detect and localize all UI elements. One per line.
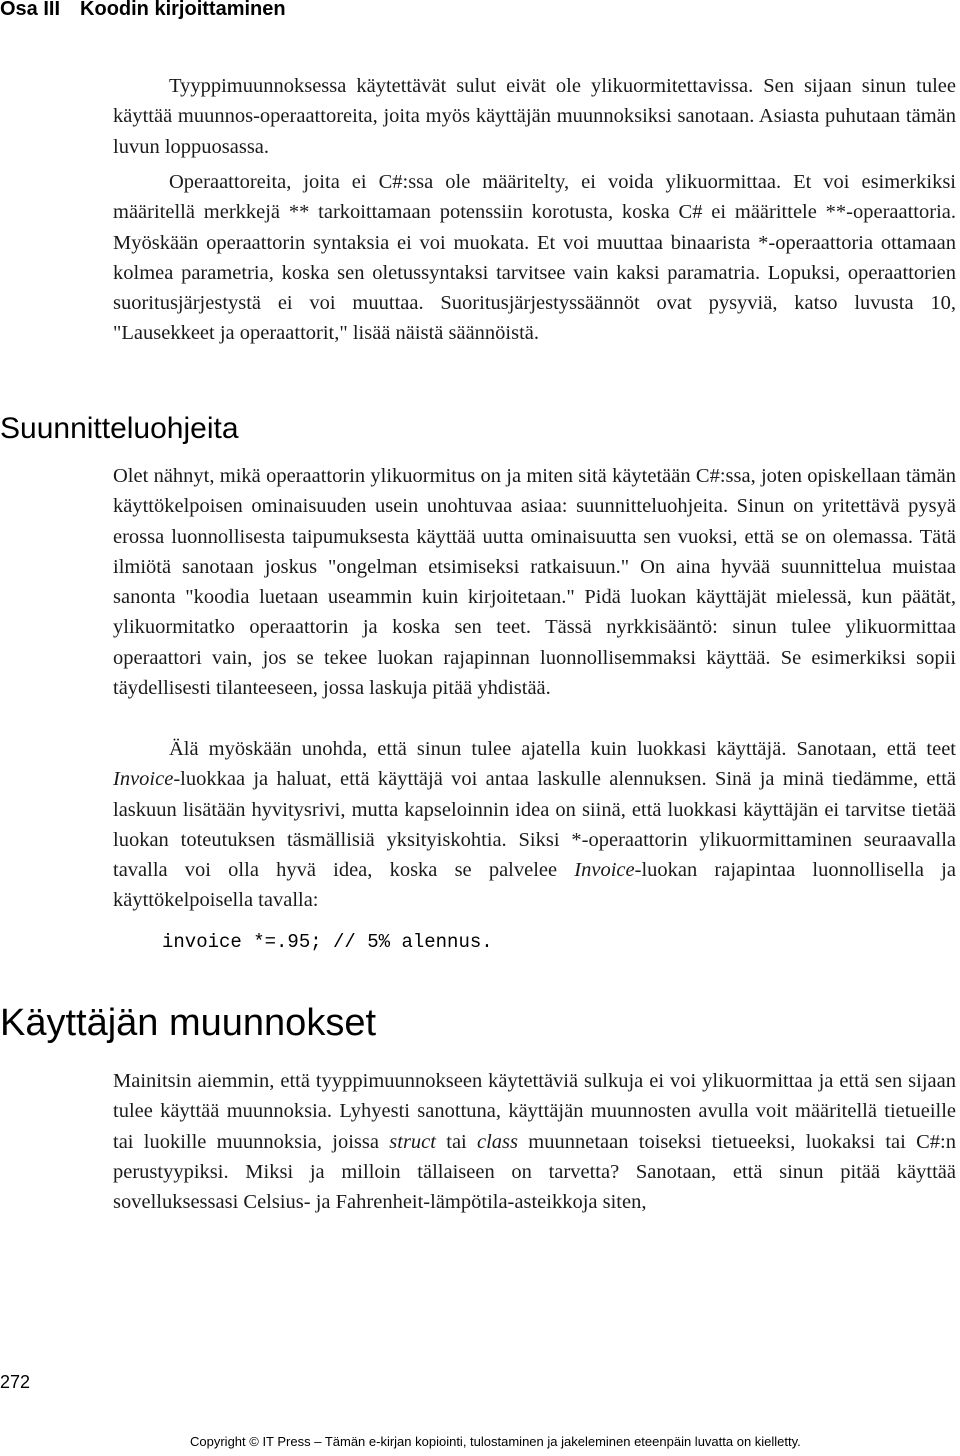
text-run: -luokan rajapintaa luonnollisella ja käyttökelpoisella tavalla: (113, 859, 956, 912)
running-head (0, 0, 286, 21)
section-heading-kayttajan-muunnokset: Käyttäjän muunnokset (0, 1002, 377, 1044)
text-run: -luokkaa ja haluat, että käyttäjä voi antaa laskulle alennuksen. Sinä ja minä tiedämme, että laskuun lisätään hyvitysrivi, mutta kapseloinnin idea on siinä, että luokkasi käyttäjän ei tarvitse tietää luokan toteutuksen täsmällisiä yksityiskohtia. Siksi *-operaattorin ylikuormittaminen seuraavalla tavalla voi olla hyvä idea, koska se palvelee (113, 768, 956, 882)
chapter-title: Koodin kirjoittaminen (80, 0, 286, 20)
class-name-invoice: Invoice (574, 859, 635, 882)
copyright-footer: Copyright © IT Press – Tämän e-kirjan kopiointi, tulostaminen ja jakeleminen eteenpäin luvatta on kielletty. (190, 1434, 801, 1449)
text-run: muunnetaan toiseksi tietueeksi, luokaksi tai C#:n perustyypiksi. Miksi ja milloin tällaiseen on tarvetta? Sanotaan, että sinun pitää käyttää sovelluksessasi Celsius- ja Fahrenheit-lämpötila-asteikkoja siten, (113, 1130, 956, 1214)
intro-paragraph-2: Operaattoreita, joita ei C#:ssa ole määritelty, ei voida ylikuormittaa. Et voi esimerkiksi määritellä merkkejä ** tarkoittamaan potenssiin korotusta, koska C# ei määrittele **-operaattoria. Myöskään operaattorin syntaksia ei voi muokata. Et voi muuttaa binaarista *-operaattoria ottamaan kolmea parametria, koska sen oletussyntaksi tarvitsee vain kaksi paramatria. Lopuksi, operaattorien suoritusjärjestystä ei voi muuttaa. Suoritusjärjestyssäännöt ovat pysyviä, katso luvusta 10, "Lausekkeet ja operaattorit," lisää näistä säännöistä. (113, 171, 956, 345)
intro-paragraph-1: Tyyppimuunnoksessa käytettävät sulut eivät ole ylikuormitettavissa. Sen sijaan sinun tulee käyttää muunnos-operaattoreita, joita myös käyttäjän muunnoksiksi sanotaan. Asiasta puhutaan tämän luvun loppuosassa. (113, 75, 956, 158)
section1-paragraph-1: Olet nähnyt, mikä operaattorin ylikuormitus on ja miten sitä käytetään C#:ssa, joten opiskellaan tämän käyttökelpoisen ominaisuuden usein unohtuvaa asiaa: suunnitteluohjeita. Sinun on yritettävä pysyä erossa luonnollisesta taipumuksesta käyttää uutta ominaisuutta sen vuoksi, että se on olemassa. Tätä ilmiötä sanotaan joskus "ongelman etsimiseksi ratkaisuun." On aina hyvää suunnittelua muistaa sanonta "koodia luetaan useammin kuin kirjoitetaan." Pidä luokan käyttäjät mielessä, kun päätät, ylikuormitatko operaattorin ja koska sen teet. Tässä nyrkkisääntö: sinun tulee ylikuormittaa operaattori vain, jos se tekee luokan rajapinnan luonnollisemmaksi käyttää. Se esimerkiksi sopii täydellisesti tilanteeseen, jossa laskuja pitää yhdistää. (113, 465, 956, 700)
page-number: 272 (0, 1372, 31, 1392)
code-example: invoice *=.95; // 5% alennus. (162, 931, 493, 953)
keyword-struct: struct (389, 1130, 436, 1153)
section1-paragraph-2 (113, 734, 956, 916)
keyword-class: class (477, 1130, 519, 1153)
section2-paragraph-1 (113, 1066, 956, 1217)
text-run: tai (435, 1130, 478, 1153)
class-name-invoice: Invoice (113, 768, 174, 791)
text-run: Älä myöskään unohda, että sinun tulee ajatella kuin luokkasi käyttäjä. Sanotaan, että teet (169, 738, 956, 760)
section-heading-suunnitteluohjeita: Suunnitteluohjeita (0, 412, 239, 445)
text-run: Mainitsin aiemmin, että tyyppimuunnokseen käytettäviä sulkuja ei voi ylikuormittaa ja että sen sijaan tulee käyttää muunnoksia. Lyhyesti sanottuna, käyttäjän muunnosten avulla voit määritellä tietueille tai luokille muunnoksia, joissa (113, 1070, 956, 1153)
part-label: Osa III (0, 0, 61, 20)
